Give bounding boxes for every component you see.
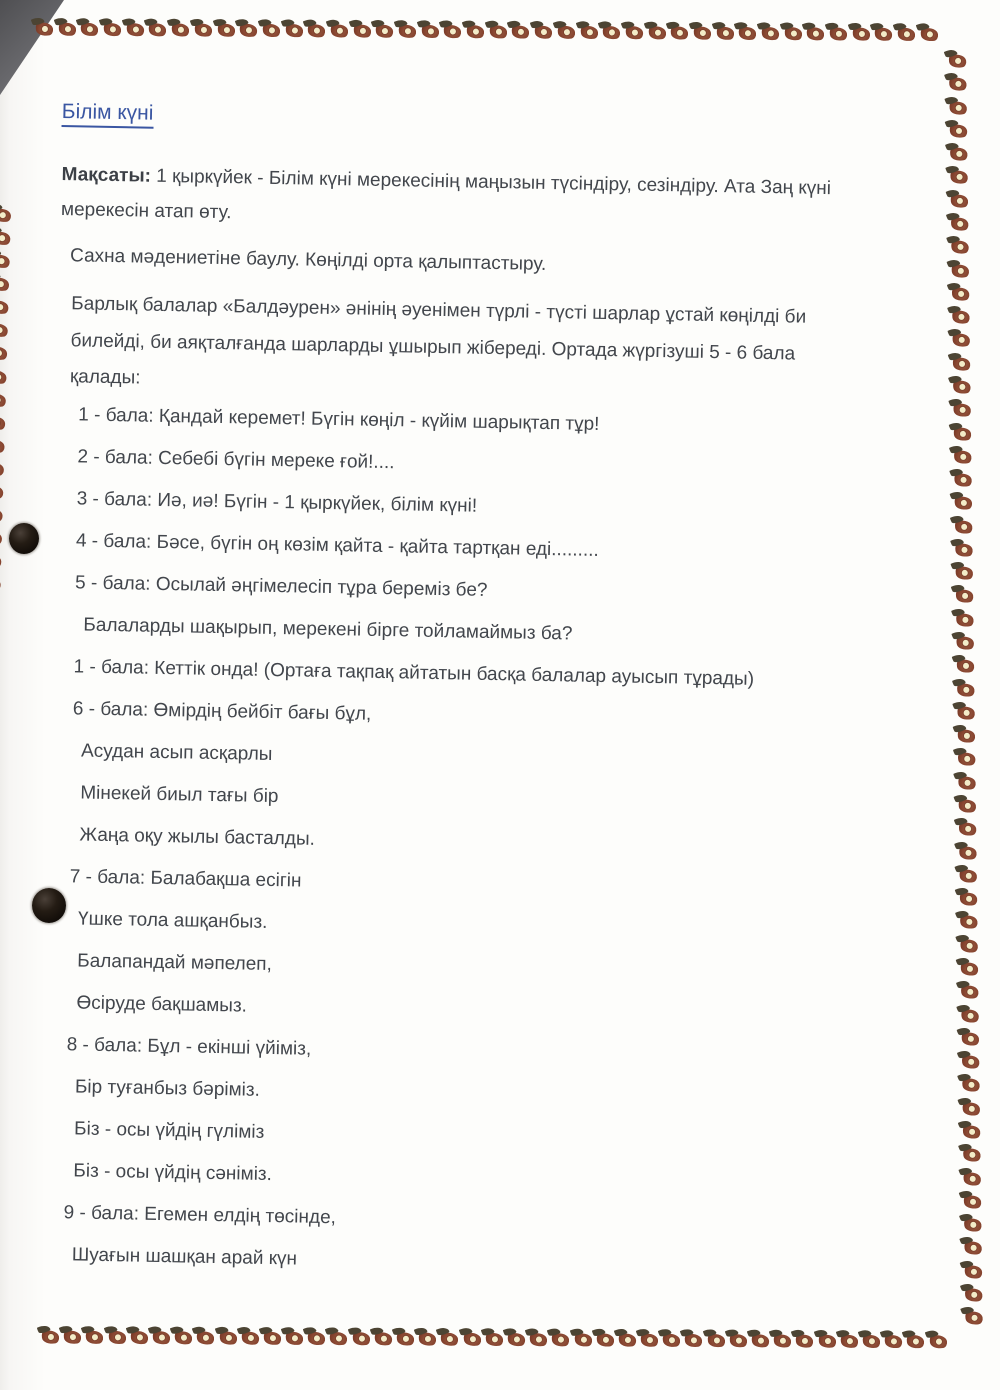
border-ornament-icon — [957, 704, 976, 721]
border-ornament-icon — [959, 867, 978, 884]
document-content — [38, 100, 920, 1302]
border-ornament-icon — [218, 1330, 237, 1346]
border-ornament-icon — [307, 23, 326, 39]
border-ornament-icon — [954, 495, 973, 512]
border-ornament-icon — [962, 1124, 981, 1141]
border-ornament-icon — [0, 346, 8, 362]
border-ornament-icon — [0, 369, 7, 385]
border-ornament-icon — [956, 635, 975, 652]
intro-paragraph: Барлық балалар «Балдәурен» әнінің әуенімен түрлі - түсті шарлар ұстай көңілді би билейді, би аяқталғанда шарларды ұшырып жібереді. Ортада жүргізуші 5 - 6 бала қалады: — [69, 293, 807, 389]
border-ornament-icon — [862, 1333, 881, 1349]
border-ornament-icon — [0, 484, 4, 500]
script-line: 3 - бала: Иә, иә! Бүгін - 1 қыркүйек, білім күні! — [76, 487, 478, 517]
border-ornament-icon — [716, 25, 735, 41]
border-ornament-icon — [928, 1333, 947, 1349]
border-ornament-icon — [951, 262, 970, 279]
purpose-paragraph — [58, 157, 919, 243]
border-ornament-icon — [529, 1331, 548, 1347]
border-ornament-icon — [194, 22, 213, 38]
border-ornament-icon — [126, 21, 145, 37]
subtitle-paragraph: Сахна мәдениетіне баулу. Көңілді орта қалыптастыру. — [69, 245, 547, 275]
border-ornament-icon — [958, 798, 977, 815]
border-ornament-icon — [85, 1329, 104, 1345]
border-ornament-icon — [421, 23, 440, 39]
border-ornament-icon — [511, 24, 530, 40]
border-ornament-icon — [949, 99, 968, 116]
border-ornament-icon — [463, 1331, 482, 1347]
border-ornament-icon — [0, 599, 1, 615]
border-ornament-icon — [0, 276, 10, 292]
script-line: 6 - бала: Өмірдің бейбіт бағы бұл, — [72, 697, 372, 725]
border-ornament-icon — [948, 53, 967, 70]
border-ornament-icon — [958, 844, 977, 861]
border-ornament-icon — [241, 1330, 260, 1346]
script-line: Бір туғанбыз бәріміз. — [74, 1075, 261, 1101]
border-ornament-icon — [0, 415, 6, 431]
border-ornament-icon — [950, 169, 969, 186]
border-ornament-icon — [662, 1332, 681, 1348]
border-ornament-icon — [950, 239, 969, 256]
border-ornament-icon — [795, 1333, 814, 1349]
script-line: Асудан асып асқарлы — [80, 739, 273, 765]
border-ornament-icon — [960, 984, 979, 1001]
script-line: Өсіруде бақшамыз. — [76, 991, 248, 1017]
script-line: 9 - бала: Егемен елдің төсінде, — [63, 1201, 337, 1228]
border-ornament-icon — [954, 542, 973, 559]
border-ornament-icon — [396, 1331, 415, 1347]
border-ornament-icon — [953, 448, 972, 465]
border-ornament-icon — [152, 1329, 171, 1345]
border-ornament-icon — [0, 230, 11, 246]
border-ornament-icon — [874, 26, 893, 42]
page-title: Білім күні — [62, 100, 920, 140]
border-ornament-icon — [949, 123, 968, 140]
border-ornament-icon — [108, 1329, 127, 1345]
border-ornament-icon — [964, 1286, 983, 1303]
border-ornament-icon — [330, 23, 349, 39]
border-ornament-icon — [957, 751, 976, 768]
border-ornament-icon — [950, 216, 969, 233]
border-ornament-icon — [897, 26, 916, 42]
border-ornament-icon — [949, 146, 968, 163]
border-ornament-icon — [955, 611, 974, 628]
border-ornament-icon — [738, 25, 757, 41]
ornament-border-right — [949, 54, 986, 1326]
ornament-border-top — [36, 22, 938, 42]
border-ornament-icon — [130, 1329, 149, 1345]
border-ornament-icon — [670, 25, 689, 41]
purpose-text: 1 қыркүйек - Білім күні мерекесінің маңызын түсіндіру, сезіндіру. Ата Заң күні мерекесін атап өту. — [60, 165, 832, 224]
border-ornament-icon — [707, 1332, 726, 1348]
script-line: 2 - бала: Себебі бүгін мереке ғой!.... — [77, 445, 395, 473]
border-ornament-icon — [0, 323, 8, 339]
script-line: 4 - бала: Бәсе, бүгін оң көзім қайта - қайта тартқан еді......... — [75, 529, 599, 561]
border-ornament-icon — [952, 355, 971, 372]
script-line: 1 - бала: Кеттік онда! (Ортаға тақпақ айтатын басқа балалар ауысып тұрады) — [73, 655, 755, 690]
border-ornament-icon — [216, 22, 235, 38]
border-ornament-icon — [35, 21, 54, 37]
border-ornament-icon — [534, 24, 553, 40]
border-ornament-icon — [0, 438, 5, 454]
border-ornament-icon — [329, 1330, 348, 1346]
border-ornament-icon — [551, 1332, 570, 1348]
border-ornament-icon — [954, 472, 973, 489]
ornament-border-bottom — [42, 1330, 947, 1349]
border-ornament-icon — [374, 1331, 393, 1347]
hole-punch — [9, 523, 39, 554]
border-ornament-icon — [0, 253, 10, 269]
border-ornament-icon — [103, 21, 122, 37]
border-ornament-icon — [964, 1263, 983, 1280]
border-ornament-icon — [951, 309, 970, 326]
border-ornament-icon — [951, 285, 970, 302]
border-ornament-icon — [773, 1333, 792, 1349]
border-ornament-icon — [952, 379, 971, 396]
border-ornament-icon — [285, 22, 304, 38]
border-ornament-icon — [948, 76, 967, 93]
border-ornament-icon — [596, 1332, 615, 1348]
border-ornament-icon — [960, 961, 979, 978]
script-line: Шуағын шашқан арай күн — [71, 1243, 298, 1270]
border-ornament-icon — [196, 1330, 215, 1346]
border-ornament-icon — [648, 25, 667, 41]
script-line: Жаңа оқу жылы басталды. — [79, 823, 316, 850]
border-ornament-icon — [262, 22, 281, 38]
border-ornament-icon — [148, 22, 167, 38]
border-ornament-icon — [961, 1007, 980, 1024]
border-ornament-icon — [961, 1054, 980, 1071]
border-ornament-icon — [0, 461, 5, 477]
border-ornament-icon — [466, 23, 485, 39]
border-ornament-icon — [829, 26, 848, 42]
border-ornament-icon — [958, 821, 977, 838]
border-ornament-icon — [840, 1333, 859, 1349]
border-ornament-icon — [307, 1330, 326, 1346]
script-line: Үшке тола ашқанбыз. — [77, 907, 268, 933]
border-ornament-icon — [784, 25, 803, 41]
script-line: Мінекей биыл тағы бір — [80, 781, 279, 807]
purpose-label: Мақсаты: — [61, 164, 152, 187]
border-ornament-icon — [0, 530, 3, 546]
border-ornament-icon — [80, 21, 99, 37]
border-ornament-icon — [171, 22, 190, 38]
border-ornament-icon — [485, 1331, 504, 1347]
border-ornament-icon — [963, 1170, 982, 1187]
border-ornament-icon — [955, 565, 974, 582]
border-ornament-icon — [962, 1147, 981, 1164]
script-line: 8 - бала: Бұл - екінші үйіміз, — [66, 1033, 312, 1060]
script-line: Біз - осы үйдің сәніміз. — [73, 1159, 273, 1185]
border-ornament-icon — [0, 392, 6, 408]
border-ornament-icon — [618, 1332, 637, 1348]
border-ornament-icon — [418, 1331, 437, 1347]
border-ornament-icon — [440, 1331, 459, 1347]
border-ornament-icon — [398, 23, 417, 39]
script-line: 5 - бала: Осылай әңгімелесіп тұра береміз бе? — [74, 571, 488, 601]
script-line: 7 - бала: Балабақша есігін — [69, 865, 302, 892]
border-ornament-icon — [906, 1333, 925, 1349]
border-ornament-icon — [954, 518, 973, 535]
border-ornament-icon — [964, 1310, 983, 1327]
border-ornament-icon — [0, 299, 9, 315]
script-lines — [39, 404, 915, 1280]
border-ornament-icon — [818, 1333, 837, 1349]
border-ornament-icon — [489, 24, 508, 40]
ornament-border-left — [0, 208, 14, 1330]
border-ornament-icon — [0, 553, 2, 569]
script-line: Балаларды шақырып, мерекені бірге тойламаймыз ба? — [83, 614, 573, 644]
border-ornament-icon — [557, 24, 576, 40]
border-ornament-icon — [959, 914, 978, 931]
border-ornament-icon — [964, 1240, 983, 1257]
border-ornament-icon — [602, 24, 621, 40]
border-ornament-icon — [761, 25, 780, 41]
border-ornament-icon — [263, 1330, 282, 1346]
border-ornament-icon — [640, 1332, 659, 1348]
script-line: 1 - бала: Қандай керемет! Бүгін көңіл - күйім шарықтап тұр! — [78, 403, 600, 435]
border-ornament-icon — [41, 1329, 60, 1345]
border-ornament-icon — [956, 658, 975, 675]
border-ornament-icon — [751, 1333, 770, 1349]
border-ornament-icon — [963, 1193, 982, 1210]
border-ornament-icon — [0, 207, 12, 223]
border-ornament-icon — [953, 402, 972, 419]
border-ornament-icon — [960, 937, 979, 954]
border-ornament-icon — [957, 774, 976, 791]
border-ornament-icon — [961, 1077, 980, 1094]
border-ornament-icon — [443, 23, 462, 39]
border-ornament-icon — [961, 1030, 980, 1047]
border-ornament-icon — [579, 24, 598, 40]
border-ornament-icon — [956, 681, 975, 698]
border-ornament-icon — [955, 588, 974, 605]
border-ornament-icon — [625, 24, 644, 40]
border-ornament-icon — [174, 1330, 193, 1346]
border-ornament-icon — [507, 1331, 526, 1347]
scanner-corner-artifact — [0, 0, 70, 100]
border-ornament-icon — [63, 1329, 82, 1345]
border-ornament-icon — [375, 23, 394, 39]
border-ornament-icon — [806, 26, 825, 42]
border-ornament-icon — [239, 22, 258, 38]
border-ornament-icon — [58, 21, 77, 37]
border-ornament-icon — [852, 26, 871, 42]
border-ornament-icon — [684, 1332, 703, 1348]
border-ornament-icon — [963, 1217, 982, 1234]
border-ornament-icon — [959, 891, 978, 908]
script-line: Біз - осы үйдің гүліміз — [73, 1117, 265, 1143]
border-ornament-icon — [0, 507, 3, 523]
border-ornament-icon — [962, 1100, 981, 1117]
border-ornament-icon — [573, 1332, 592, 1348]
border-ornament-icon — [352, 1330, 371, 1346]
border-ornament-icon — [920, 26, 939, 42]
border-ornament-icon — [0, 576, 1, 592]
border-ornament-icon — [353, 23, 372, 39]
border-ornament-icon — [950, 192, 969, 209]
script-line: Балапандай мәпелеп, — [77, 949, 273, 975]
border-ornament-icon — [884, 1333, 903, 1349]
border-ornament-icon — [693, 25, 712, 41]
border-ornament-icon — [729, 1332, 748, 1348]
border-ornament-icon — [953, 425, 972, 442]
border-ornament-icon — [957, 728, 976, 745]
border-ornament-icon — [285, 1330, 304, 1346]
border-ornament-icon — [952, 332, 971, 349]
